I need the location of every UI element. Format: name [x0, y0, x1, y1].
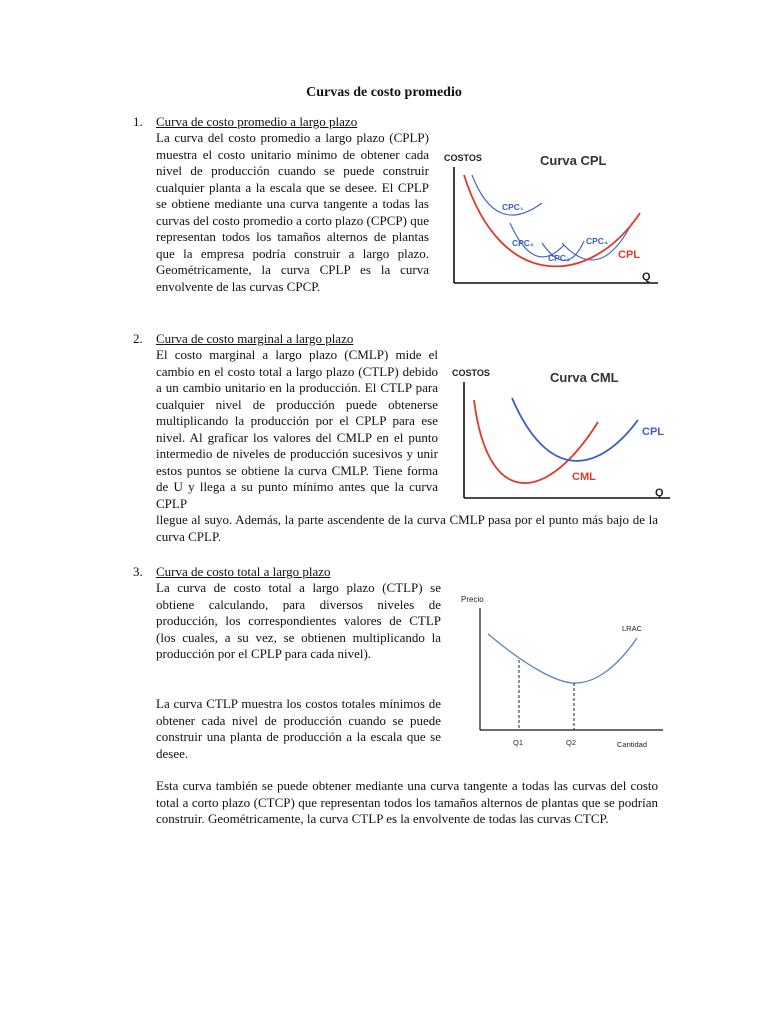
section-3-paragraph-1: La curva de costo total a largo plazo (CTLP) se obtiene calculando, para diversos niveles de producción, los correspondientes valores de CTLP (los cuales, a su vez, se obtienen multiplicando la producción por el CPLP para cada nivel).	[156, 580, 441, 661]
section-2-number: 2.	[133, 331, 143, 346]
q2-tick-label: Q2	[566, 738, 577, 747]
cpl-chart-title: Curva CPL	[540, 153, 607, 168]
lrac-x-axis-label: Cantidad	[617, 740, 648, 749]
cml-x-axis-label: Q	[655, 487, 664, 499]
cpl-label-2: CPL	[642, 426, 664, 438]
section-3-paragraph-2: La curva CTLP muestra los costos totales mínimos de obtener cada nivel de producción cuando se puede construir una planta de producción a la escala que se desee.	[156, 696, 441, 761]
cpl-x-axis-label: Q	[642, 271, 651, 283]
page-title: Curvas de costo promedio	[306, 85, 462, 100]
q1-tick-label: Q1	[513, 738, 524, 747]
cpl-label: CPL	[618, 249, 640, 261]
cpl-figure	[442, 145, 667, 290]
section-1-paragraph: La curva del costo promedio a largo plazo (CPLP) muestra el costo unitario mínimo de obtener cada nivel de producción cuando se puede construir cualquier planta a la escala que se desee. El CPLP se obtiene mediante una curva tangente a todas las curvas del costo promedio a corto plazo (CPCP) que representan todos los tamaños alternos de plantas que la empresa podría construir a largo plazo. Geométricamente, la curva CPLP es la curva envolvente de las curvas CPCP.	[156, 130, 429, 294]
lrac-curve	[488, 634, 637, 683]
section-3-number: 3.	[133, 564, 143, 579]
section-2-paragraph-continued: llegue al suyo. Además, la parte ascendente de la curva CMLP pasa por el punto más bajo de la curva CPLP.	[156, 512, 658, 544]
cpc2-label: CPC₂	[512, 238, 534, 248]
cpl-curve-2	[512, 398, 638, 461]
lrac-curve-label: LRAC	[622, 624, 643, 633]
section-2-paragraph: El costo marginal a largo plazo (CMLP) mide el cambio en el costo total a largo plazo (CTLP) debido a un cambio unitario en la producción. El CTLP para cualquier nivel de producción puede obtenerse multiplicando la producción por el CPLP para ese nivel. Al graficar los valores del CMLP en el punto intermedio de niveles de producción sucesivos y unir estos puntos se obtiene la curva CMLP. Tiene forma de U y llega a su punto mínimo antes que la curva CPLP	[156, 347, 438, 511]
cpl-y-axis-label: COSTOS	[444, 153, 482, 163]
cml-figure	[448, 362, 678, 504]
section-1-number: 1.	[133, 114, 143, 129]
section-3-paragraph-3: Esta curva también se puede obtener mediante una curva tangente a todas las curvas del costo total a corto plazo (CTCP) que representan todos los tamaños alternos de plantas que se podrían construir. Geométricamente, la curva CTLP es la envolvente de todas las curvas CTCP.	[156, 778, 658, 826]
cpc4-label: CPC₄	[586, 236, 608, 246]
section-1-heading: Curva de costo promedio a largo plazo	[156, 114, 358, 129]
cml-y-axis-label: COSTOS	[452, 368, 490, 378]
lrac-y-axis-label: Precio	[461, 595, 484, 604]
cml-chart-title: Curva CML	[550, 370, 619, 385]
lrac-figure	[455, 590, 670, 755]
cml-label: CML	[572, 471, 596, 483]
section-3-heading: Curva de costo total a largo plazo	[156, 564, 331, 579]
section-2-heading: Curva de costo marginal a largo plazo	[156, 331, 354, 346]
cpc3-label: CPC₃	[548, 253, 570, 263]
cpc1-label: CPC₁	[502, 202, 524, 212]
